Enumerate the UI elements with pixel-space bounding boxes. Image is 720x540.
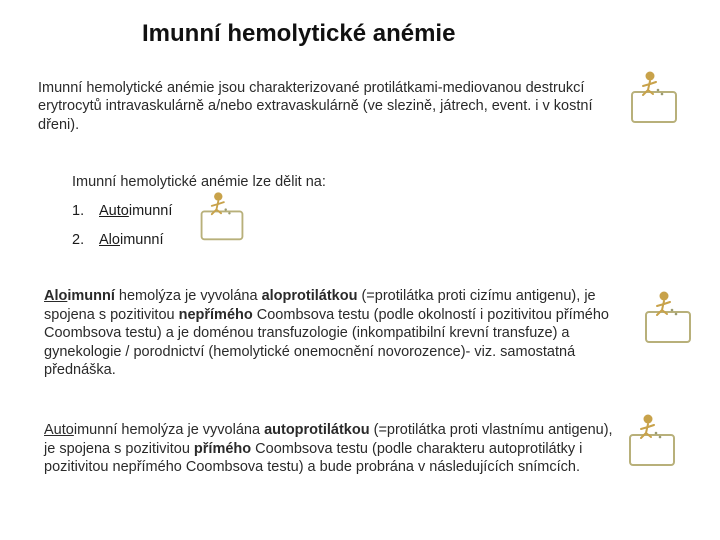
- list-number: 1.: [72, 203, 85, 219]
- slide-title: Imunní hemolytické anémie: [142, 20, 456, 47]
- figure-with-sign-icon: [626, 70, 682, 126]
- text-run: hemolýza je vyvolána: [114, 288, 262, 304]
- list-item: [72, 203, 172, 219]
- list-item: [72, 232, 164, 248]
- bold-term: autoprotilátkou: [264, 422, 370, 438]
- text-run: hemolýza je vyvolána: [117, 422, 265, 438]
- alo-underlined: Alo: [44, 288, 68, 304]
- list-underlined: Alo: [99, 232, 120, 248]
- bold-term: aloprotilátkou: [261, 288, 358, 304]
- auto-paragraph: [44, 421, 619, 477]
- auto-term: imunní: [73, 422, 118, 438]
- text-run: (=protilátka proti cizímu antigenu), je spojena s pozitivitou: [44, 288, 596, 323]
- text-run: Coombsova testu (podle okolností i pozitivitou přímého Coombsova testu) a je doménou transfuzologie (inkompatibilní krevní transfuze) a gynekologie / porodnictví (hemolytické onemocnění novorozence)- viz. samostatná přednáška.: [44, 306, 609, 379]
- bold-term: nepřímého: [178, 306, 253, 323]
- list-rest: imunní: [119, 232, 164, 248]
- text-run: Coombsova testu (podle charakteru autoprotilátky i pozitivitou nepřímého Coombsova testu) a bude probrána v následujících snímcích.: [44, 440, 583, 476]
- text-run: (=protilátka proti vlastnímu antigenu), je spojena s pozitivitou: [44, 422, 613, 457]
- figure-with-sign-icon: [624, 413, 680, 469]
- alo-paragraph: [44, 287, 644, 380]
- auto-underlined: Auto: [44, 422, 74, 438]
- division-lead: Imunní hemolytické anémie lze dělit na:: [72, 174, 326, 190]
- intro-paragraph: Imunní hemolytické anémie jsou charakterizované protilátkami-mediovanou destrukcí erytrocytů intravaskulárně a/nebo extravaskulárně (ve slezině, játrech, event. i v kostní dřeni).: [38, 80, 593, 133]
- list-rest: imunní: [128, 203, 173, 219]
- bold-term: přímého: [193, 440, 252, 457]
- figure-with-sign-icon: [196, 191, 248, 243]
- list-underlined: Auto: [99, 203, 129, 219]
- list-number: 2.: [72, 232, 85, 248]
- figure-with-sign-icon: [640, 290, 696, 346]
- alo-term: imunní: [67, 288, 115, 304]
